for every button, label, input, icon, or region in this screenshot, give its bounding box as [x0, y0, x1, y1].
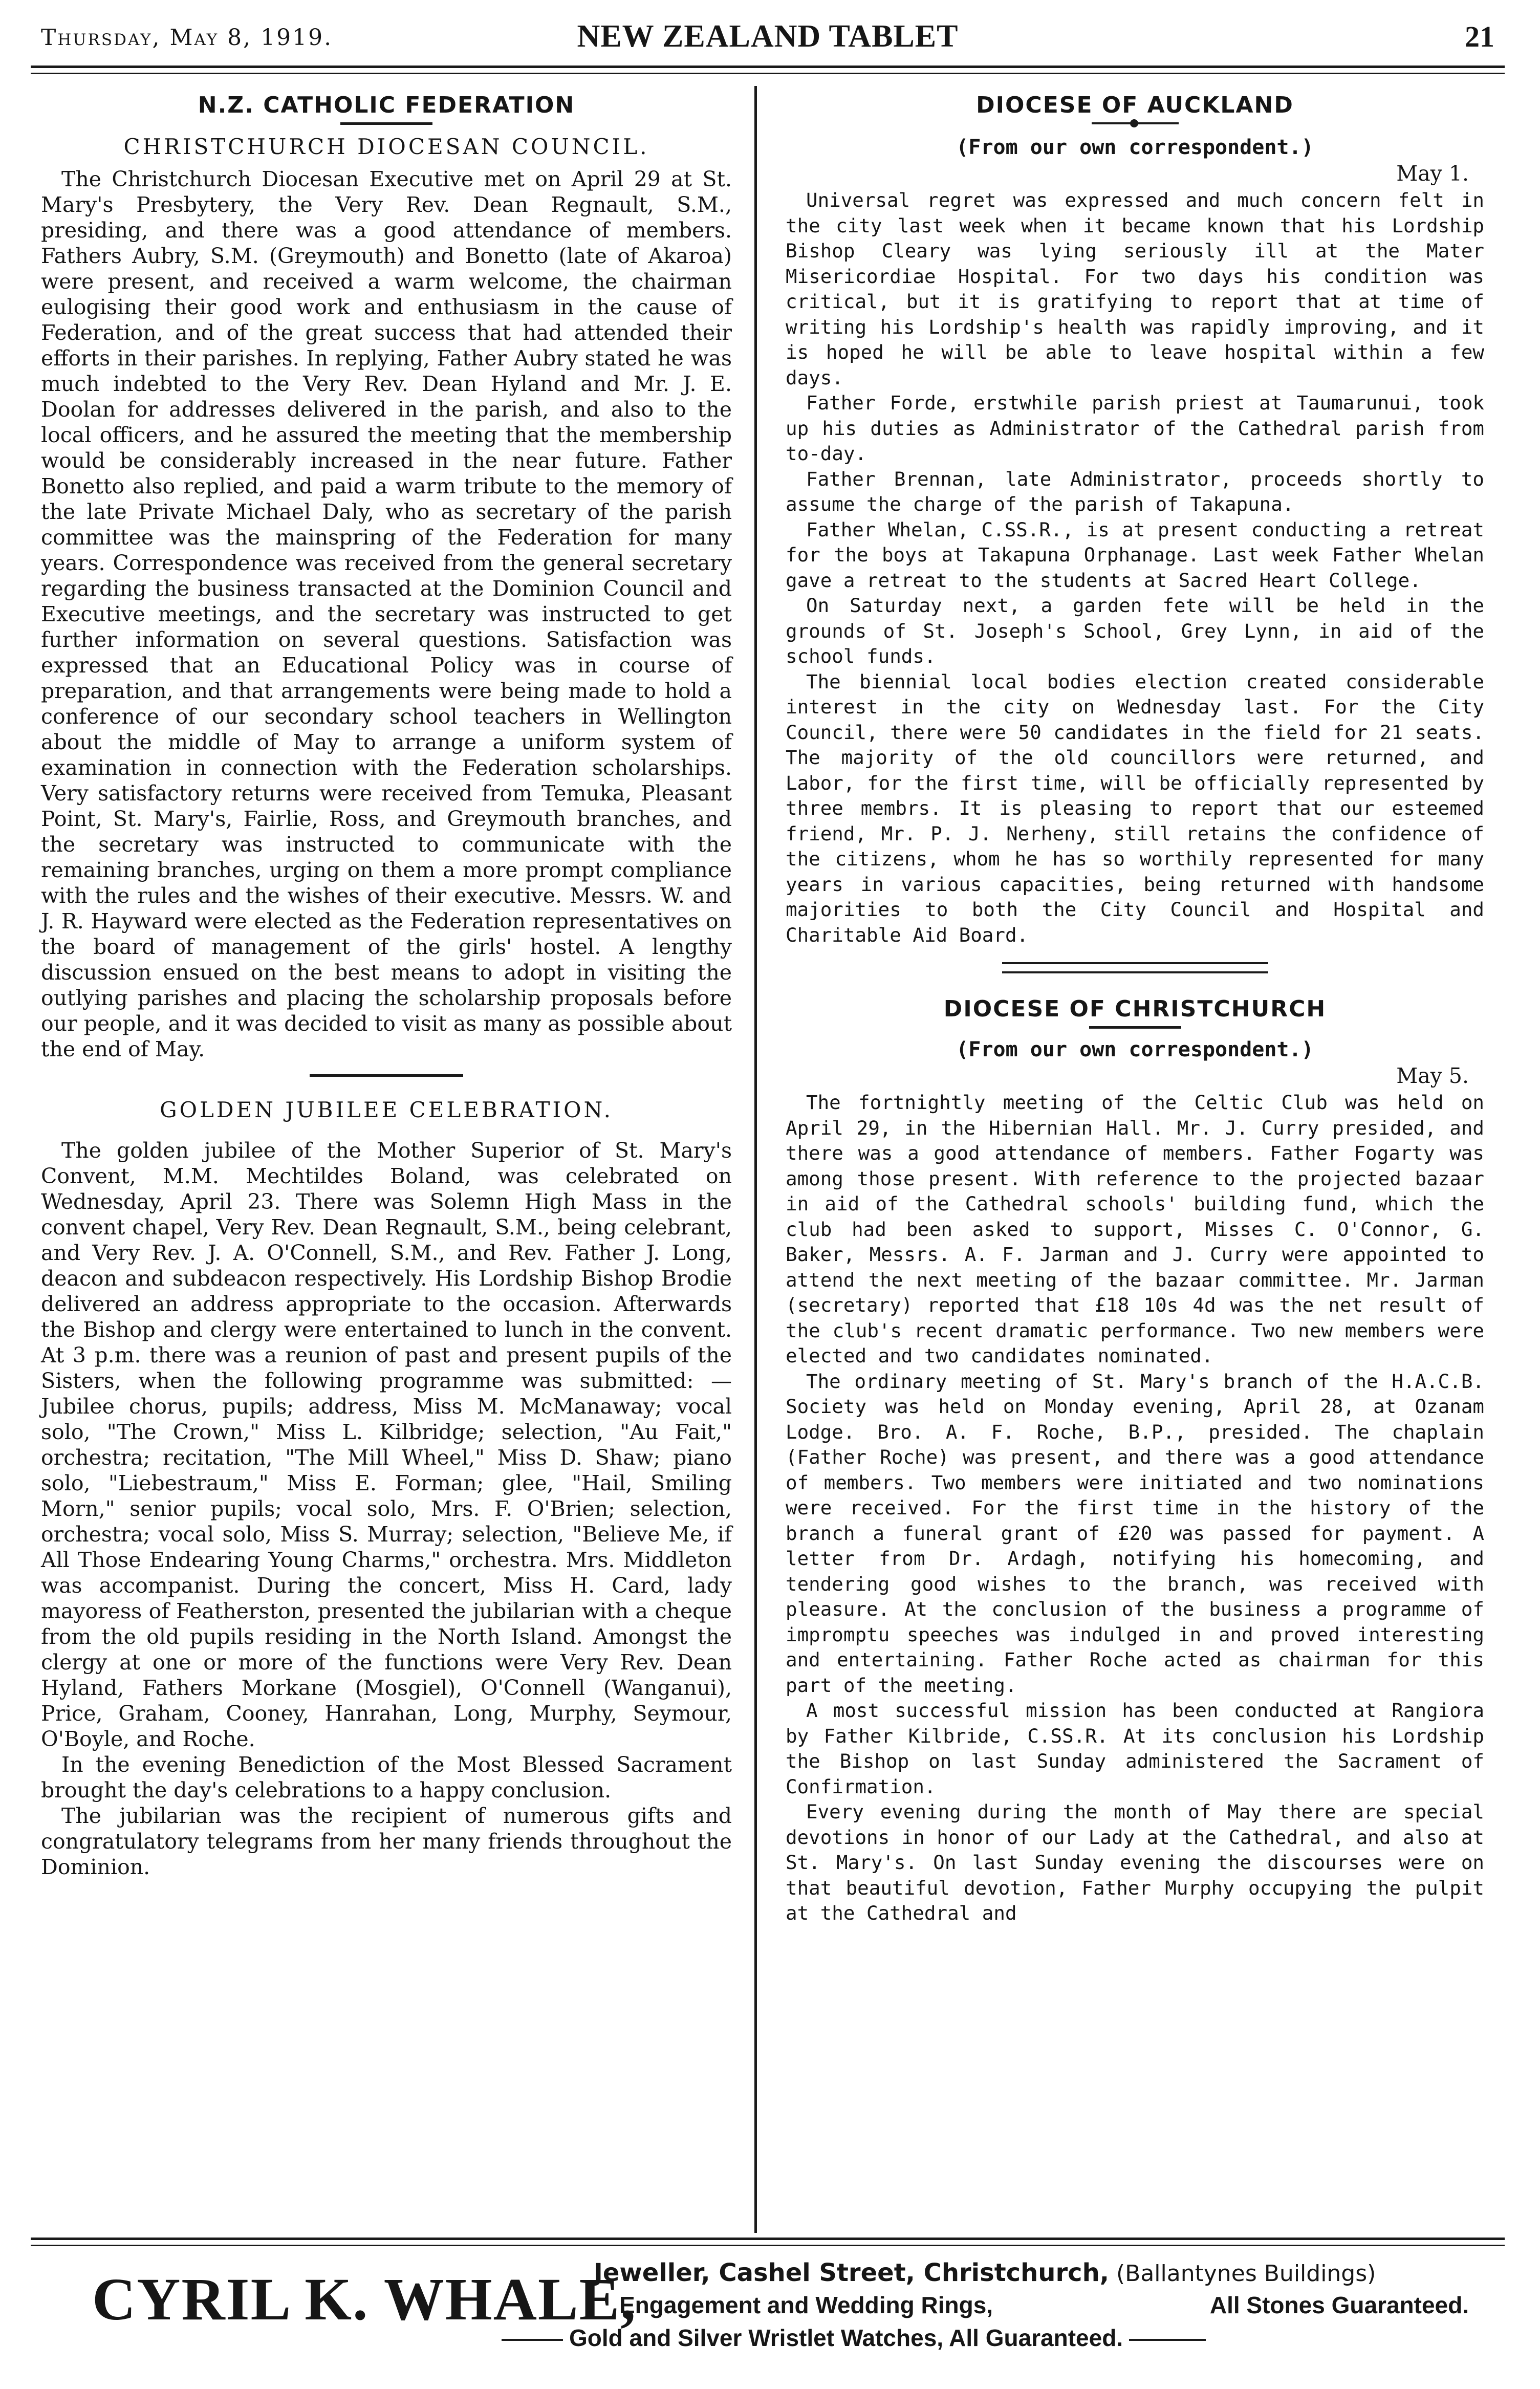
- right-column: [786, 92, 1484, 1926]
- newspaper-title: NEW ZEALAND TABLET: [577, 19, 959, 54]
- auckland-heading: DIOCESE OF AUCKLAND: [976, 92, 1294, 118]
- issue-date: Thursday, May 8, 1919.: [41, 25, 333, 51]
- auckland-article: [786, 188, 1484, 948]
- advertiser-location: (Ballantynes Buildings): [1116, 2261, 1376, 2287]
- article-paragraph: The Christchurch Diocesan Executive met on April 29 at St. Mary's Presbytery, the Very Rev. Dean Regnault, S.M., presiding, and there was a good attendance of members. Fathers Aubry, S.M. (Greymouth) and Bonetto (late of Akaroa) were present, and received a warm welcome, the chairman eulogising their good work and enthusiasm in the cause of Federation, and of the great success that had attended their efforts in their parishes. In replying, Father Aubry stated he was much indebted to the Very Rev. Dean Hyland and Mr. J. E. Doolan for addresses delivered in the parish, and also to the local officers, and he assured the meeting that the membership would be considerably increased in the near future. Father Bonetto also replied, and paid a warm tribute to the memory of the late Private Michael Daly, who as secretary of the parish committee was the mainspring of the Federation for many years. Correspondence was received from the general secretary regarding the business transacted at the Dominion Council and Executive meetings, and the secretary was instructed to get further information on several questions. Satisfaction was expressed that an Educational Policy was in course of preparation, and that arrangements were being made to hold a conference of our secondary school teachers in Wellington about the middle of May to arrange a uniform system of examination in connection with the Federation scholarships. Very satisfactory returns were received from Temuka, Pleasant Point, St. Mary's, Fairlie, Ross, and Greymouth branches, and the secretary was instructed to communicate with the remaining branches, urging on them a more prompt compliance with the rules and the wishes of their executive. Messrs. W. and J. R. Hayward were elected as the Federation representatives on the board of management of the girls' hostel. A lengthy discussion ensued on the best means to adopt in visiting the outlying parishes and placing the scholarship proposals before our people, and it was decided to visit as many as possible about the end of May.: [41, 167, 732, 1061]
- advertiser-watches-line: [502, 2324, 1206, 2352]
- christchurch-correspondent: (From our own correspondent.): [956, 1038, 1314, 1061]
- auckland-dateline: May 1.: [1396, 161, 1469, 186]
- ad-tail-rule: [1129, 2339, 1206, 2341]
- advertiser-rings-line: [619, 2291, 1479, 2319]
- advertiser-business: Jeweller, Cashel Street, Christchurch,: [594, 2258, 1109, 2287]
- jubilee-article: [41, 1138, 732, 1880]
- left-column: [41, 92, 732, 1880]
- council-heading: CHRISTCHURCH DIOCESAN COUNCIL.: [123, 134, 649, 159]
- column-divider: [754, 86, 757, 2233]
- federation-heading: N.Z. CATHOLIC FEDERATION: [198, 92, 575, 118]
- rings-text: Engagement and Wedding Rings,: [619, 2292, 993, 2318]
- advertiser-business-line: [594, 2258, 1376, 2287]
- footer-rule: [31, 2238, 1505, 2240]
- footer-rule-thin: [31, 2245, 1505, 2246]
- heading-rule: [340, 122, 432, 125]
- article-paragraph: Father Whelan, C.SS.R., is at present conducting a retreat for the boys at Takapuna Orphanage. Last week Father Whelan gave a retreat to the students at Sacred Heart College.: [786, 518, 1484, 592]
- christchurch-heading: DIOCESE OF CHRISTCHURCH: [943, 996, 1327, 1022]
- watches-text: Gold and Silver Wristlet Watches, All Guaranteed.: [569, 2325, 1123, 2351]
- jubilee-heading: GOLDEN JUBILEE CELEBRATION.: [160, 1097, 613, 1122]
- article-paragraph: Every evening during the month of May there are special devotions in honor of our Lady at the Cathedral, and also at St. Mary's. On last Sunday evening the discourses were on that beautiful devotion, Father Murphy occupying the pulpit at the Cathedral and: [786, 1800, 1484, 1924]
- page-header: [31, 20, 1505, 56]
- christchurch-article: [786, 1090, 1484, 1926]
- council-article: [41, 166, 732, 1062]
- section-double-rule: [1002, 962, 1268, 973]
- guarantee-text: All Stones Guaranteed.: [1209, 2292, 1469, 2318]
- article-paragraph: The fortnightly meeting of the Celtic Club was held on April 29, in the Hibernian Hall. Mr. J. Curry presided, and there was a good attendance of members. Father Fogarty was among those present. With reference to the projected bazaar in aid of the Cathedral schools' building fund, which the club had been asked to support, Misses C. O'Connor, G. Baker, Messrs. A. F. Jarman and J. Curry were appointed to attend the next meeting of the bazaar committee. Mr. Jarman (secretary) reported that £18 10s 4d was the net result of the club's recent dramatic performance. Two new members were elected and two candidates nominated.: [786, 1091, 1484, 1367]
- jeweller-advertisement: [77, 2254, 1500, 2362]
- article-paragraph: On Saturday next, a garden fete will be held in the grounds of St. Joseph's School, Grey Lynn, in aid of the school funds.: [786, 594, 1484, 667]
- auckland-correspondent: (From our own correspondent.): [956, 136, 1314, 159]
- christchurch-dateline: May 5.: [1396, 1063, 1469, 1088]
- advertiser-name: CYRIL K. WHALE,: [92, 2266, 637, 2333]
- article-paragraph: The jubilarian was the recipient of numerous gifts and congratulatory telegrams from her many friends throughout the Dominion.: [41, 1804, 732, 1879]
- heading-rule: [1089, 1026, 1181, 1029]
- section-rule: [310, 1074, 463, 1077]
- page-number: 21: [1465, 20, 1494, 53]
- header-rule-thin: [31, 73, 1505, 74]
- article-paragraph: The ordinary meeting of St. Mary's branch of the H.A.C.B. Society was held on Monday evening, April 28, at Ozanam Lodge. Bro. A. F. Roche, B.P., presided. The chaplain (Father Roche) was present, and there was a good attendance of members. Two members were initiated and two nominations were received. For the first time in the history of the branch a funeral grant of £20 was passed for payment. A letter from Dr. Ardagh, notifying his homecoming, and tendering good wishes to the branch, was received with pleasure. At the conclusion of the business a programme of impromptu speeches was indulged in and proved interesting and entertaining. Father Roche acted as chairman for this part of the meeting.: [786, 1370, 1484, 1697]
- article-paragraph: The biennial local bodies election created considerable interest in the city on Wednesday last. For the City Council, there were 50 candidates in the field for 21 seats. The majority of the old councillors were returned, and Labor, for the first time, will be officially represented by three membrs. It is pleasing to report that our esteemed friend, Mr. P. J. Nerheny, still retains the confidence of the citizens, whom he has so worthily represented for many years in various capacities, being returned with handsome majorities to both the City Council and Hospital and Charitable Aid Board.: [786, 670, 1484, 946]
- header-rule: [31, 66, 1505, 68]
- article-paragraph: A most successful mission has been conducted at Rangiora by Father Kilbride, C.SS.R. At its conclusion his Lordship the Bishop on last Sunday administered the Sacrament of Confirmation.: [786, 1699, 1484, 1798]
- article-paragraph: Universal regret was expressed and much concern felt in the city last week when it became known that his Lordship Bishop Cleary was lying seriously ill at the Mater Misericordiae Hospital. For two days his condition was critical, but it is gratifying to report that at time of writing his Lordship's health was rapidly improving, and it is hoped he will be able to leave hospital within a few days.: [786, 189, 1484, 389]
- article-paragraph: In the evening Benediction of the Most Blessed Sacrament brought the day's celebrations to a happy conclusion.: [41, 1752, 732, 1802]
- article-paragraph: The golden jubilee of the Mother Superior of St. Mary's Convent, M.M. Mechtildes Boland, was celebrated on Wednesday, April 23. There was Solemn High Mass in the convent chapel, Very Rev. Dean Regnault, S.M., being celebrant, and Very Rev. J. A. O'Connell, S.M., and Rev. Father J. Long, deacon and subdeacon respectively. His Lordship Bishop Brodie delivered an address appropriate to the occasion. Afterwards the Bishop and clergy were entertained to lunch in the convent. At 3 p.m. there was a reunion of past and present pupils of the Sisters, when the following programme was submitted: — Jubilee chorus, pupils; address, Miss M. McManaway; vocal solo, "The Crown," Miss L. Kilbridge; selection, "Au Fait," orchestra; recitation, "The Mill Wheel," Miss D. Shaw; piano solo, "Liebestraum," Miss E. Forman; glee, "Hail, Smiling Morn," senior pupils; vocal solo, Mrs. F. O'Brien; selection, orchestra; vocal solo, Miss S. Murray; selection, "Believe Me, if All Those Endearing Young Charms," orchestra. Mrs. Middleton was accompanist. During the concert, Miss H. Card, lady mayoress of Featherston, presented the jubilarian with a cheque from the old pupils residing in the North Island. Amongst the clergy at one or more of the functions were Very Rev. Dean Hyland, Fathers Morkane (Mosgiel), O'Connell (Wanganui), Price, Graham, Cooney, Hanrahan, Long, Murphy, Seymour, O'Boyle, and Roche.: [41, 1138, 732, 1751]
- article-paragraph: Father Brennan, late Administrator, proceeds shortly to assume the charge of the parish of Takapuna.: [786, 467, 1484, 515]
- heading-ornament: [1092, 122, 1179, 124]
- article-paragraph: Father Forde, erstwhile parish priest at Taumarunui, took up his duties as Administrator of the Cathedral parish from to-day.: [786, 392, 1484, 465]
- ad-lead-rule: [502, 2339, 563, 2341]
